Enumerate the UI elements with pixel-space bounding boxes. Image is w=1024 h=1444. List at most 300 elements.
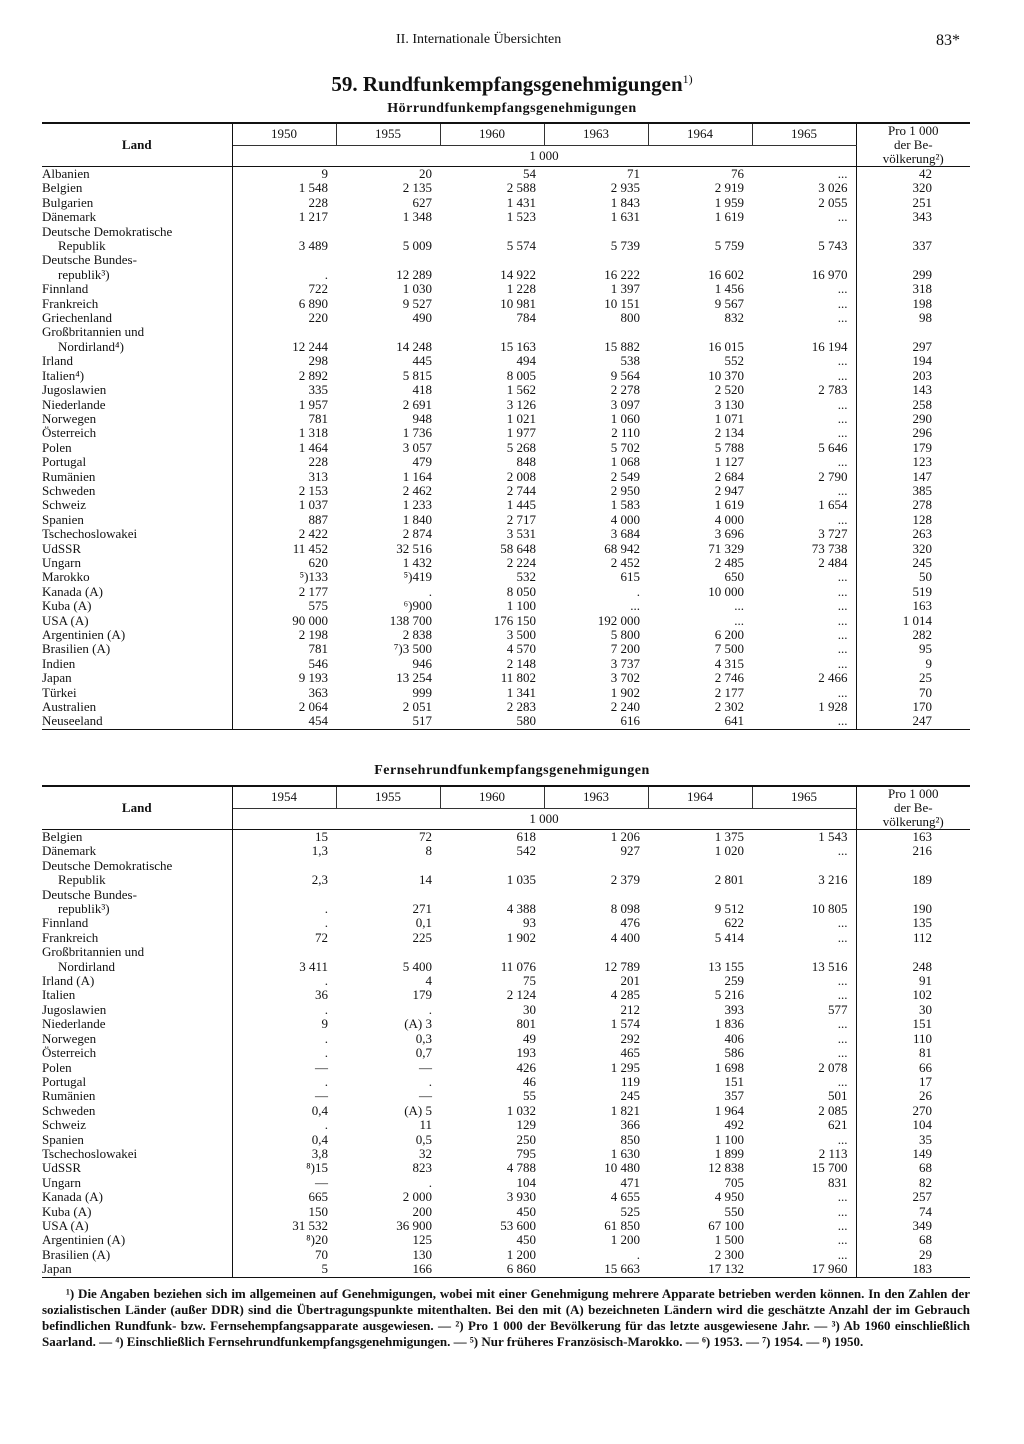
value-cell: 2 947 <box>714 483 744 498</box>
value-cell: 501 <box>828 1089 848 1104</box>
value-cell: 1 500 <box>714 1233 744 1248</box>
unit-header: 1 000 <box>232 808 856 830</box>
value-cell: 32 <box>419 1146 432 1161</box>
table-row <box>42 1147 970 1161</box>
country-name: Neuseeland <box>42 714 232 729</box>
value-cell: 1 548 <box>298 181 328 196</box>
value-cell <box>440 225 544 239</box>
value-cell: (A) 5 <box>404 1103 432 1118</box>
value-cell: 476 <box>620 916 640 931</box>
value-cell: 11 076 <box>500 959 536 974</box>
value-cell: 665 <box>308 1190 328 1205</box>
value-cell: ... <box>837 397 848 412</box>
per-1000-value: 170 <box>856 700 970 714</box>
value-cell: 1 630 <box>610 1146 640 1161</box>
value-cell: ... <box>837 656 848 671</box>
value-cell: 832 <box>724 311 744 326</box>
country-name: Irland <box>42 354 232 368</box>
table-row <box>42 542 970 556</box>
year-header: 1950 <box>232 123 336 145</box>
value-cell: ... <box>837 584 848 599</box>
value-cell: . <box>324 1118 328 1133</box>
table-row <box>42 614 970 628</box>
value-cell: 76 <box>731 166 744 181</box>
value-cell: 16 015 <box>708 339 744 354</box>
value-cell: 292 <box>620 1031 640 1046</box>
country-name: Österreich <box>42 426 232 440</box>
value-cell: 550 <box>724 1204 744 1219</box>
value-cell: 200 <box>412 1204 432 1219</box>
table-row <box>42 311 970 325</box>
value-cell: 620 <box>308 555 328 570</box>
value-cell: 2 177 <box>298 584 328 599</box>
table-row <box>42 1075 970 1089</box>
value-cell: 4 400 <box>610 930 640 945</box>
value-cell: 3 216 <box>818 873 848 888</box>
value-cell: 2 549 <box>610 469 640 484</box>
table-title-text: 59. Rundfunkempfangsgenehmigungen <box>331 72 683 96</box>
value-cell: 15 663 <box>544 1262 648 1277</box>
value-cell: ... <box>837 1017 848 1032</box>
value-cell: . <box>324 902 328 917</box>
value-cell: 58 648 <box>500 541 536 556</box>
value-cell: 627 <box>412 195 432 210</box>
value-cell <box>648 253 752 267</box>
value-cell <box>336 253 440 267</box>
value-cell <box>648 859 752 873</box>
country-name: Belgien <box>42 181 232 195</box>
value-cell: 313 <box>308 469 328 484</box>
value-cell: 7 500 <box>714 642 744 657</box>
value-cell: 0,7 <box>415 1046 432 1061</box>
value-cell: 1 030 <box>402 282 432 297</box>
country-name: Schweiz <box>42 1118 232 1132</box>
value-cell: 4 315 <box>714 656 744 671</box>
country-name: Nordirland⁴) <box>42 340 232 354</box>
value-cell: 2 085 <box>818 1103 848 1118</box>
value-cell: 71 <box>627 166 640 181</box>
value-cell: 3,8 <box>311 1146 328 1161</box>
value-cell: 3 930 <box>506 1190 536 1205</box>
table-row <box>42 1046 970 1060</box>
per-1000-value: 147 <box>856 470 970 484</box>
per-1000-value: 258 <box>856 398 970 412</box>
per-1000-value: 42 <box>856 167 970 182</box>
value-cell: 70 <box>315 1247 328 1262</box>
country-name: Italien⁴) <box>42 369 232 383</box>
table-row <box>42 369 970 383</box>
value-cell: 2 055 <box>818 195 848 210</box>
value-cell: 1 037 <box>298 498 328 513</box>
value-cell: 586 <box>724 1046 744 1061</box>
value-cell: 1 217 <box>298 210 328 225</box>
country-name: Argentinien (A) <box>42 628 232 642</box>
value-cell: 5 788 <box>714 440 744 455</box>
per-1000-value: 163 <box>856 830 970 845</box>
year-header: 1965 <box>752 786 856 808</box>
table-row <box>42 455 970 469</box>
table-row <box>42 700 970 714</box>
country-name: Griechenland <box>42 311 232 325</box>
country-name: Japan <box>42 671 232 685</box>
value-cell: 5 646 <box>818 440 848 455</box>
country-name: Ungarn <box>42 1176 232 1190</box>
value-cell: 8 005 <box>506 368 536 383</box>
table-row <box>42 412 970 426</box>
value-cell <box>752 859 856 873</box>
value-cell: 887 <box>308 512 328 527</box>
value-cell: . <box>428 1074 432 1089</box>
value-cell: 1 523 <box>506 210 536 225</box>
country-name: Bulgarien <box>42 196 232 210</box>
value-cell <box>440 945 544 959</box>
per-1000-value: 29 <box>856 1248 970 1262</box>
value-cell: 9 193 <box>298 671 328 686</box>
table-row <box>42 1017 970 1031</box>
value-cell: 55 <box>523 1089 536 1104</box>
value-cell: ... <box>837 455 848 470</box>
value-cell: 335 <box>308 383 328 398</box>
table-row <box>42 1032 970 1046</box>
value-cell: 4 000 <box>610 512 640 527</box>
table-row <box>42 268 970 282</box>
table-row <box>42 1104 970 1118</box>
value-cell: 1 456 <box>714 282 744 297</box>
country-name: Ungarn <box>42 556 232 570</box>
value-cell: 1 964 <box>714 1103 744 1118</box>
value-cell: 2 935 <box>610 181 640 196</box>
value-cell: 2 691 <box>402 397 432 412</box>
value-cell: 784 <box>516 311 536 326</box>
per-1000-value: 30 <box>856 1003 970 1017</box>
value-cell: 3 727 <box>818 527 848 542</box>
country-name: Kuba (A) <box>42 599 232 613</box>
value-cell: . <box>324 1002 328 1017</box>
per-1000-value <box>856 888 970 902</box>
value-cell: ... <box>837 166 848 181</box>
value-cell: 1 445 <box>506 498 536 513</box>
table-row <box>42 527 970 541</box>
value-cell: 831 <box>828 1175 848 1190</box>
value-cell: 801 <box>516 1017 536 1032</box>
value-cell: 15 700 <box>811 1161 848 1176</box>
value-cell: 138 700 <box>389 613 432 628</box>
value-cell: 2 224 <box>506 555 536 570</box>
table-row <box>42 297 970 311</box>
value-cell: . <box>324 1074 328 1089</box>
country-name: UdSSR <box>42 1161 232 1175</box>
value-cell: 2 135 <box>402 181 432 196</box>
value-cell: 3 057 <box>402 440 432 455</box>
table-row <box>42 671 970 685</box>
value-cell: ... <box>837 282 848 297</box>
value-cell: 1 583 <box>610 498 640 513</box>
per-1000-header-line: Pro 1 000 <box>887 123 939 138</box>
value-cell: 1 032 <box>506 1103 536 1118</box>
value-cell: 90 000 <box>292 613 328 628</box>
value-cell: 823 <box>412 1161 432 1176</box>
value-cell: 2 892 <box>298 368 328 383</box>
value-cell <box>232 325 336 339</box>
value-cell: 1 021 <box>506 411 536 426</box>
value-cell: 225 <box>412 930 432 945</box>
value-cell <box>232 253 336 267</box>
table-row <box>42 325 970 339</box>
value-cell: 20 <box>419 166 432 181</box>
per-1000-value: 104 <box>856 1118 970 1132</box>
per-1000-value: 216 <box>856 844 970 858</box>
value-cell: 2 153 <box>298 483 328 498</box>
per-1000-value: 26 <box>856 1089 970 1103</box>
table-row <box>42 873 970 887</box>
table-row <box>42 570 970 584</box>
value-cell: 2 783 <box>818 383 848 398</box>
value-cell: 228 <box>308 195 328 210</box>
value-cell: 2 452 <box>610 555 640 570</box>
per-1000-header-line: völkerung²) <box>882 151 944 166</box>
country-name: Portugal <box>42 455 232 469</box>
value-cell: ... <box>837 570 848 585</box>
table-row <box>42 398 970 412</box>
value-cell: 5 414 <box>714 930 744 945</box>
value-cell <box>232 888 336 902</box>
value-cell: ... <box>734 613 744 628</box>
value-cell: 220 <box>308 311 328 326</box>
per-1000-value: 179 <box>856 441 970 455</box>
value-cell: ... <box>837 1218 848 1233</box>
value-cell: 61 850 <box>604 1218 640 1233</box>
value-cell: . <box>324 267 328 282</box>
value-cell: 0,4 <box>311 1103 328 1118</box>
per-1000-value: 349 <box>856 1219 970 1233</box>
value-cell: 2 134 <box>714 426 744 441</box>
radio-subtitle: Hörrundfunkempfangsgenehmigungen <box>387 101 637 116</box>
value-cell: ... <box>837 930 848 945</box>
value-cell: 71 329 <box>708 541 744 556</box>
value-cell: . <box>428 1002 432 1017</box>
value-cell <box>544 225 648 239</box>
value-cell: 176 150 <box>493 613 536 628</box>
table-row <box>42 340 970 354</box>
year-header: 1963 <box>544 123 648 145</box>
year-header: 1955 <box>336 786 440 808</box>
value-cell: 1 959 <box>714 195 744 210</box>
value-cell: 1 431 <box>506 195 536 210</box>
value-cell: 271 <box>412 902 432 917</box>
per-1000-value <box>856 225 970 239</box>
running-header-section: II. Internationale Übersichten <box>396 32 562 47</box>
country-name: Finnland <box>42 916 232 930</box>
per-1000-value: 128 <box>856 513 970 527</box>
value-cell: 212 <box>620 1002 640 1017</box>
value-cell: 1 200 <box>506 1247 536 1262</box>
per-1000-value: 296 <box>856 426 970 440</box>
value-cell <box>440 253 544 267</box>
value-cell: 1 397 <box>610 282 640 297</box>
value-cell <box>648 888 752 902</box>
value-cell: 8 <box>425 844 432 859</box>
table-row <box>42 196 970 210</box>
value-cell: 46 <box>523 1074 536 1089</box>
value-cell <box>752 888 856 902</box>
value-cell: 946 <box>412 656 432 671</box>
value-cell: 1 619 <box>714 210 744 225</box>
value-cell: . <box>324 1046 328 1061</box>
value-cell <box>544 859 648 873</box>
table-row <box>42 628 970 642</box>
value-cell: 32 516 <box>396 541 432 556</box>
value-cell: 166 <box>336 1262 440 1277</box>
value-cell: 119 <box>620 1074 640 1089</box>
value-cell <box>544 325 648 339</box>
value-cell: 4 285 <box>610 988 640 1003</box>
value-cell <box>440 888 544 902</box>
table-row <box>42 1219 970 1233</box>
country-name: Japan <box>42 1262 232 1277</box>
value-cell: ... <box>837 296 848 311</box>
per-1000-value: 519 <box>856 585 970 599</box>
value-cell: 525 <box>620 1204 640 1219</box>
per-1000-header <box>856 786 970 830</box>
value-cell: ⁸)20 <box>306 1233 328 1248</box>
value-cell: ... <box>837 1046 848 1061</box>
country-name: Kanada (A) <box>42 585 232 599</box>
value-cell: 4 655 <box>610 1190 640 1205</box>
value-cell: 228 <box>308 455 328 470</box>
value-cell: ... <box>734 599 744 614</box>
value-cell: 130 <box>412 1247 432 1262</box>
value-cell: 2 177 <box>714 685 744 700</box>
value-cell: 5 800 <box>610 628 640 642</box>
per-1000-value: 74 <box>856 1205 970 1219</box>
per-1000-value: 123 <box>856 455 970 469</box>
country-name: Norwegen <box>42 1032 232 1046</box>
unit-header: 1 000 <box>232 145 856 167</box>
value-cell: 2 462 <box>402 483 432 498</box>
value-cell: 0,1 <box>415 916 432 931</box>
value-cell: 8 050 <box>506 584 536 599</box>
value-cell: 1 736 <box>402 426 432 441</box>
value-cell: 12 244 <box>292 339 328 354</box>
value-cell <box>752 225 856 239</box>
value-cell: 9 527 <box>402 296 432 311</box>
value-cell: 2 278 <box>610 383 640 398</box>
value-cell <box>336 945 440 959</box>
radio-table <box>42 122 970 730</box>
per-1000-value: 17 <box>856 1075 970 1089</box>
value-cell: 30 <box>523 1002 536 1017</box>
country-name: Albanien <box>42 167 232 182</box>
table-row <box>42 210 970 224</box>
value-cell: 192 000 <box>597 613 640 628</box>
country-name: Deutsche Demokratische <box>42 225 232 239</box>
per-1000-value: 163 <box>856 599 970 613</box>
value-cell: 621 <box>828 1118 848 1133</box>
table-row <box>42 859 970 873</box>
value-cell: 705 <box>724 1175 744 1190</box>
value-cell: 494 <box>516 354 536 369</box>
value-cell: 2 484 <box>818 555 848 570</box>
value-cell: 454 <box>232 714 336 729</box>
value-cell: 426 <box>516 1060 536 1075</box>
per-1000-value: 98 <box>856 311 970 325</box>
value-cell: 54 <box>523 166 536 181</box>
table-row <box>42 585 970 599</box>
country-name: Republik <box>42 873 232 887</box>
tv-subtitle: Fernsehrundfunkempfangsgenehmigungen <box>374 763 650 778</box>
value-cell: 1 100 <box>714 1132 744 1147</box>
value-cell: 3 130 <box>714 397 744 412</box>
value-cell: ... <box>837 1233 848 1248</box>
table-row <box>42 1089 970 1103</box>
value-cell: 1 928 <box>818 700 848 715</box>
value-cell: 2 113 <box>818 1146 848 1161</box>
value-cell: 2 124 <box>506 988 536 1003</box>
value-cell: ... <box>837 844 848 859</box>
value-cell: 616 <box>544 714 648 729</box>
table-row <box>42 513 970 527</box>
value-cell: 14 922 <box>500 267 536 282</box>
value-cell: 2 078 <box>818 1060 848 1075</box>
country-name: republik³) <box>42 902 232 916</box>
value-cell: 17 132 <box>648 1262 752 1277</box>
value-cell: 0,4 <box>311 1132 328 1147</box>
value-cell: ... <box>837 426 848 441</box>
per-1000-value: 82 <box>856 1176 970 1190</box>
table-row <box>42 498 970 512</box>
value-cell: 517 <box>336 714 440 729</box>
table-row <box>42 931 970 945</box>
country-name: Deutsche Bundes- <box>42 888 232 902</box>
value-cell: 0,3 <box>415 1031 432 1046</box>
year-header: 1955 <box>336 123 440 145</box>
value-cell: 1,3 <box>311 844 328 859</box>
value-cell: 12 838 <box>708 1161 744 1176</box>
value-cell: 72 <box>315 930 328 945</box>
value-cell: 3 026 <box>818 181 848 196</box>
value-cell: 2 717 <box>506 512 536 527</box>
value-cell: 4 950 <box>714 1190 744 1205</box>
value-cell: ... <box>837 1204 848 1219</box>
value-cell: 445 <box>412 354 432 369</box>
table-row <box>42 1190 970 1204</box>
value-cell: 5 268 <box>506 440 536 455</box>
per-1000-value: 68 <box>856 1161 970 1175</box>
value-cell: 1 654 <box>818 498 848 513</box>
value-cell: ⁵)419 <box>403 570 432 585</box>
value-cell: 2 110 <box>611 426 640 441</box>
value-cell: 2 466 <box>818 671 848 686</box>
value-cell: 179 <box>412 988 432 1003</box>
per-1000-value: 143 <box>856 383 970 397</box>
value-cell: 125 <box>412 1233 432 1248</box>
value-cell: 11 802 <box>500 671 536 686</box>
value-cell: 4 000 <box>714 512 744 527</box>
table-row <box>42 902 970 916</box>
value-cell: 1 200 <box>610 1233 640 1248</box>
value-cell: 1 899 <box>714 1146 744 1161</box>
table-row <box>42 225 970 239</box>
value-cell: 7 200 <box>610 642 640 657</box>
value-cell: 1 902 <box>506 930 536 945</box>
value-cell: ... <box>837 1247 848 1262</box>
value-cell: 618 <box>516 829 536 844</box>
table-row <box>42 1205 970 1219</box>
country-name: Spanien <box>42 513 232 527</box>
value-cell: 2 300 <box>714 1247 744 1262</box>
value-cell <box>232 225 336 239</box>
table-row <box>42 599 970 613</box>
